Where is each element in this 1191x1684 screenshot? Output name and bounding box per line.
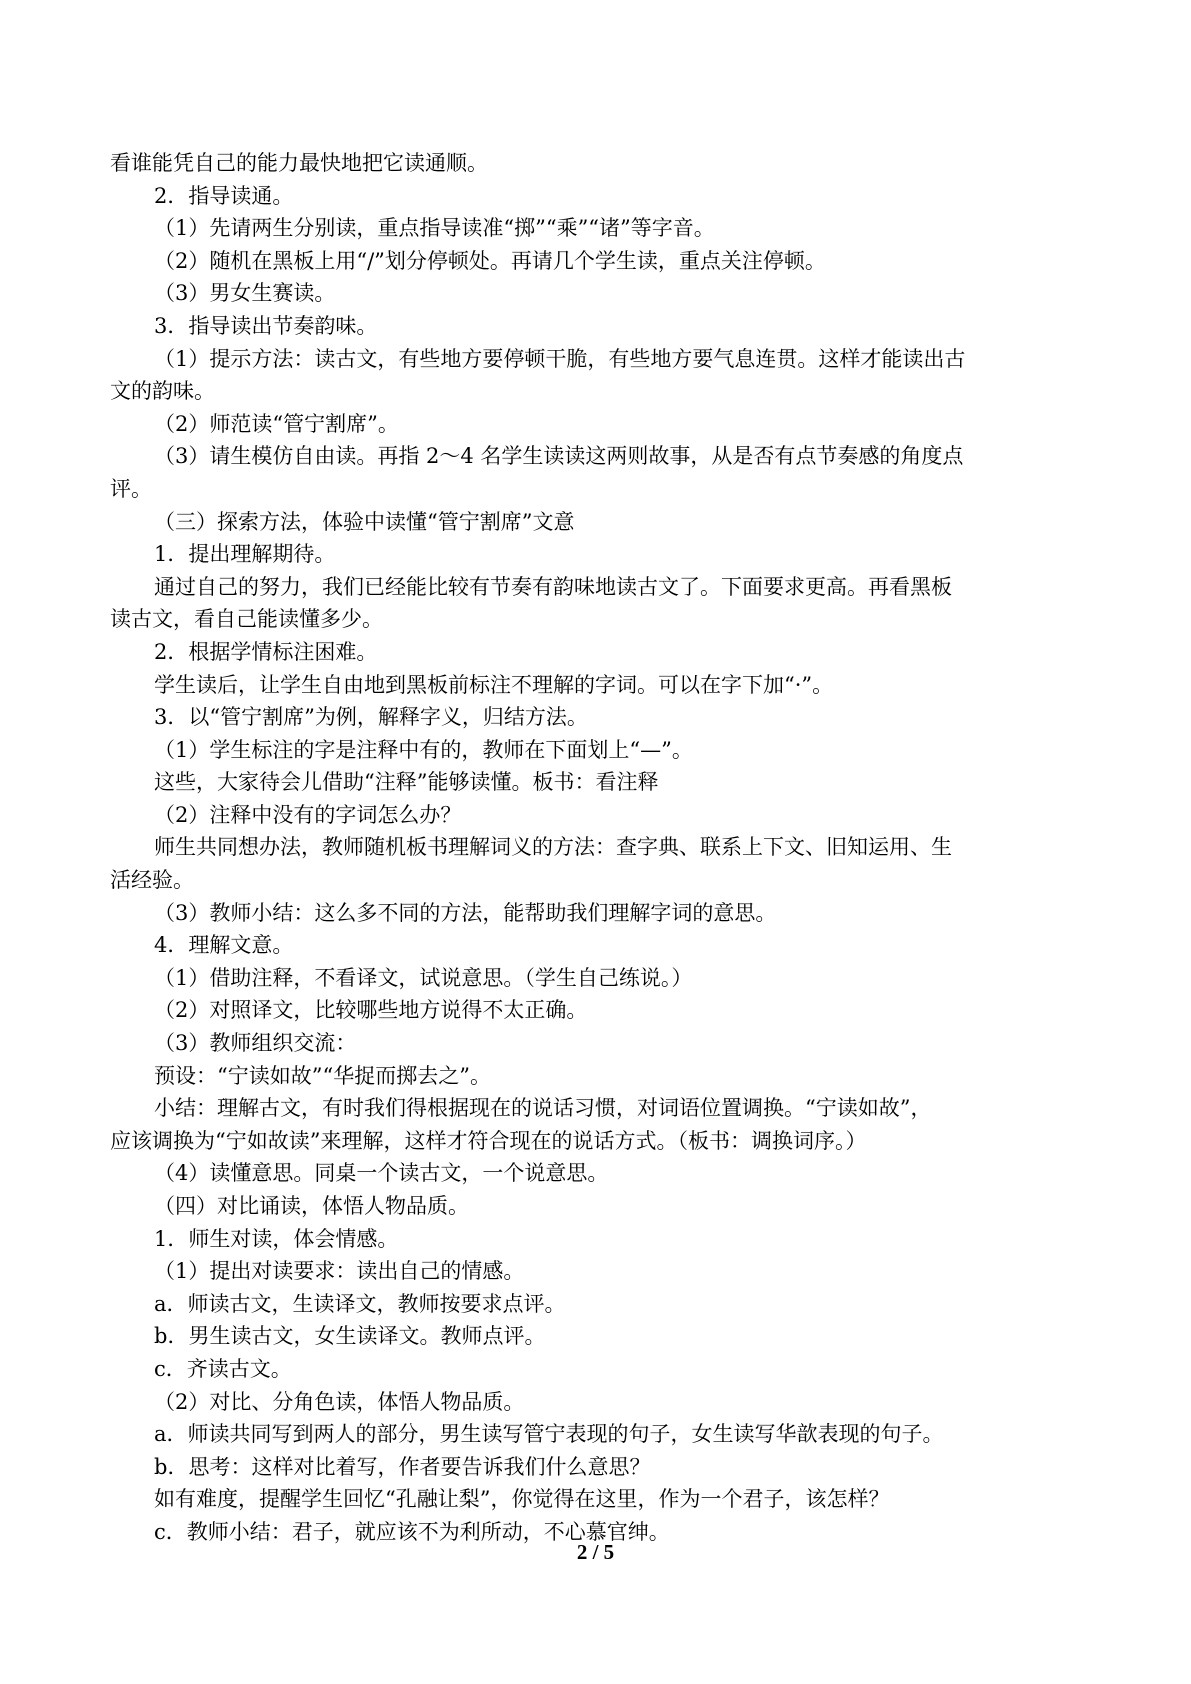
text-line: （2）对照译文，比较哪些地方说得不太正确。 xyxy=(154,998,588,1023)
text-line: （2）注释中没有的字词怎么办？ xyxy=(154,802,462,827)
text-line: 小结：理解古文，有时我们得根据现在的说话习惯，对词语位置调换。“宁读如故”， xyxy=(154,1096,932,1121)
text-line: （4）读懂意思。同桌一个读古文，一个说意思。 xyxy=(154,1161,609,1186)
text-line: （1）提出对读要求：读出自己的情感。 xyxy=(154,1259,525,1284)
text-line: 预设：“宁读如故”“华捉而掷去之”。 xyxy=(154,1063,491,1088)
text-line: 看谁能凭自己的能力最快地把它读通顺。 xyxy=(110,151,488,175)
text-line: 1．师生对读，体会情感。 xyxy=(154,1226,399,1251)
text-line: 1．提出理解期待。 xyxy=(154,542,336,567)
text-line: c．教师小结：君子，就应该不为利所动，不心慕官绅。 xyxy=(154,1519,670,1544)
text-line: （三）探索方法，体验中读懂“管宁割席”文意 xyxy=(154,509,575,534)
text-line: 4．理解文意。 xyxy=(154,933,294,958)
text-line: 3．指导读出节奏韵味。 xyxy=(154,313,378,338)
text-line: （1）学生标注的字是注释中有的，教师在下面划上“—”。 xyxy=(154,737,693,762)
text-line: 应该调换为“宁如故读”来理解，这样才符合现在的说话方式。（板书：调换词序。） xyxy=(110,1128,867,1153)
text-line: （1）先请两生分别读，重点指导读准“掷”“乘”“诸”等字音。 xyxy=(154,216,715,241)
text-line: 如有难度，提醒学生回忆“孔融让梨”，你觉得在这里，作为一个君子，该怎样？ xyxy=(154,1487,890,1512)
page-number: 2 / 5 xyxy=(576,1540,615,1564)
text-line: （1）提示方法：读古文，有些地方要停顿干脆，有些地方要气息连贯。这样才能读出古 xyxy=(154,346,966,371)
text-line: 学生读后，让学生自由地到黑板前标注不理解的字词。可以在字下加“·”。 xyxy=(154,672,834,697)
text-line: c．齐读古文。 xyxy=(154,1356,292,1381)
text-line: a．师读共同写到两人的部分，男生读写管宁表现的句子，女生读写华歆表现的句子。 xyxy=(154,1422,944,1447)
text-line: （2）对比、分角色读，体悟人物品质。 xyxy=(154,1389,525,1414)
body-text xyxy=(110,147,1090,1549)
text-line: 通过自己的努力，我们已经能比较有节奏有韵味地读古文了。下面要求更高。再看黑板 xyxy=(154,574,952,599)
text-line: 这些，大家待会儿借助“注释”能够读懂。板书：看注释 xyxy=(154,770,659,795)
text-line: b．思考：这样对比着写，作者要告诉我们什么意思？ xyxy=(154,1454,651,1479)
text-line: 2．指导读通。 xyxy=(154,183,294,208)
text-line: b．男生读古文，女生读译文。教师点评。 xyxy=(154,1324,546,1349)
text-line: a．师读古文，生读译文，教师按要求点评。 xyxy=(154,1291,566,1316)
text-line: 师生共同想办法，教师随机板书理解词义的方法：查字典、联系上下文、旧知运用、生 xyxy=(154,835,952,860)
text-line: （3）男女生赛读。 xyxy=(154,281,336,306)
text-line: 3．以“管宁割席”为例，解释字义，归结方法。 xyxy=(154,705,588,730)
text-line: （3）教师小结：这么多不同的方法，能帮助我们理解字词的意思。 xyxy=(154,900,777,925)
text-line: 评。 xyxy=(110,476,152,501)
text-line: （四）对比诵读，体悟人物品质。 xyxy=(154,1194,469,1218)
text-line: 2．根据学情标注困难。 xyxy=(154,639,378,664)
text-line: （3）教师组织交流： xyxy=(154,1031,357,1056)
text-line: （1）借助注释，不看译文，试说意思。（学生自己练说。） xyxy=(154,965,693,990)
text-line: 活经验。 xyxy=(110,868,194,893)
text-line: （3）请生模仿自由读。再指 2～4 名学生读读这两则故事，从是否有点节奏感的角度点 xyxy=(154,444,964,469)
text-line: （2）师范读“管宁割席”。 xyxy=(154,411,399,436)
text-line: （2）随机在黑板上用“/”划分停顿处。再请几个学生读，重点关注停顿。 xyxy=(154,248,826,273)
text-line: 文的韵味。 xyxy=(110,379,215,404)
text-line: 读古文，看自己能读懂多少。 xyxy=(110,607,383,632)
